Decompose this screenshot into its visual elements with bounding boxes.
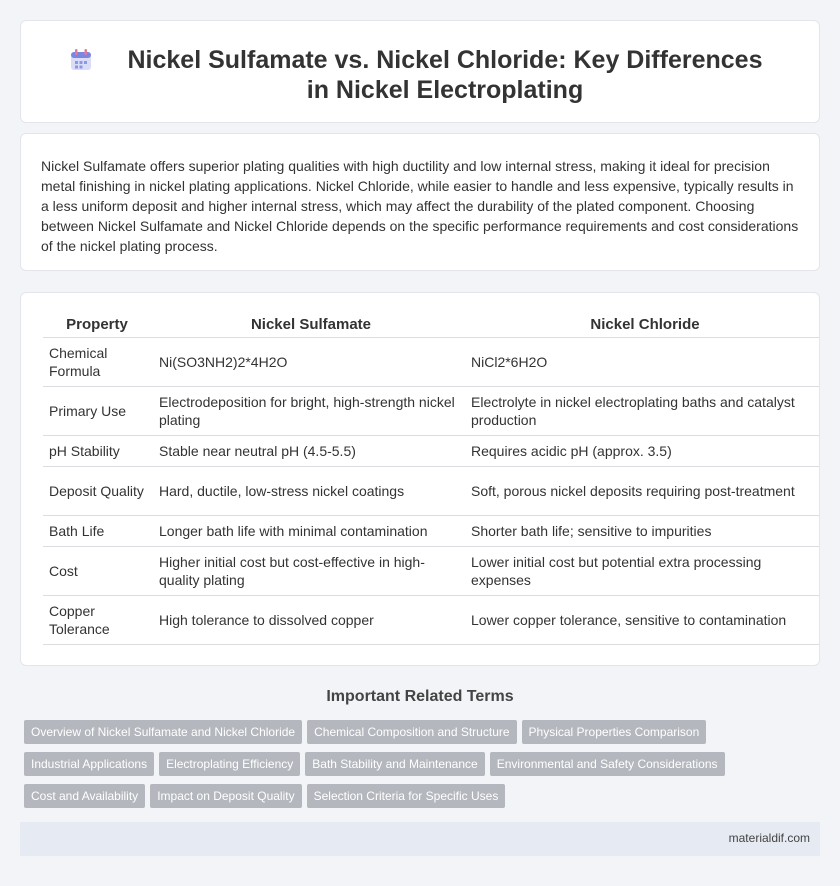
cell-chloride: Lower initial cost but potential extra processing expenses	[463, 547, 819, 596]
table-row	[43, 338, 819, 387]
table-row	[43, 516, 819, 547]
related-term-tag[interactable]: Electroplating Efficiency	[159, 752, 300, 776]
related-terms	[24, 720, 814, 816]
calendar-icon	[69, 48, 93, 72]
related-terms-title: Important Related Terms	[326, 688, 514, 705]
header-nickel-chloride: Nickel Chloride	[463, 313, 819, 338]
intro-card	[20, 133, 820, 271]
comparison-card	[20, 292, 820, 666]
table-row	[43, 547, 819, 596]
cell-chloride: Electrolyte in nickel electroplating baths and catalyst production	[463, 387, 819, 436]
related-term-tag[interactable]: Industrial Applications	[24, 752, 154, 776]
footer	[20, 822, 820, 856]
related-term-tag[interactable]: Selection Criteria for Specific Uses	[307, 784, 506, 808]
related-term-tag[interactable]: Bath Stability and Maintenance	[305, 752, 484, 776]
related-term-tag[interactable]: Cost and Availability	[24, 784, 145, 808]
cell-chloride: Requires acidic pH (approx. 3.5)	[463, 436, 819, 467]
cell-property: Cost	[43, 547, 151, 596]
cell-chloride: Lower copper tolerance, sensitive to contamination	[463, 596, 819, 645]
title-card	[20, 20, 820, 123]
footer-site-link[interactable]: materialdif.com	[728, 831, 810, 845]
cell-sulfamate: Ni(SO3NH2)2*4H2O	[151, 338, 463, 387]
cell-property: Copper Tolerance	[43, 596, 151, 645]
page-title: Nickel Sulfamate vs. Nickel Chloride: Key Differences in Nickel Electroplating	[127, 46, 763, 104]
cell-chloride: NiCl2*6H2O	[463, 338, 819, 387]
cell-property: Chemical Formula	[43, 338, 151, 387]
table-row	[43, 387, 819, 436]
cell-sulfamate: Electrodeposition for bright, high-strength nickel plating	[151, 387, 463, 436]
cell-chloride: Soft, porous nickel deposits requiring post-treatment	[463, 467, 819, 516]
cell-sulfamate: High tolerance to dissolved copper	[151, 596, 463, 645]
cell-property: Primary Use	[43, 387, 151, 436]
cell-sulfamate: Stable near neutral pH (4.5-5.5)	[151, 436, 463, 467]
tag-row	[24, 752, 814, 784]
cell-sulfamate: Hard, ductile, low-stress nickel coatings	[151, 467, 463, 516]
cell-property: Deposit Quality	[43, 467, 151, 516]
table-header-row	[43, 313, 819, 338]
cell-sulfamate: Longer bath life with minimal contamination	[151, 516, 463, 547]
related-term-tag[interactable]: Chemical Composition and Structure	[307, 720, 516, 744]
table-row	[43, 596, 819, 645]
cell-sulfamate: Higher initial cost but cost-effective in high-quality plating	[151, 547, 463, 596]
cell-property: Bath Life	[43, 516, 151, 547]
header-property: Property	[43, 313, 151, 338]
title-row	[21, 45, 819, 105]
related-term-tag[interactable]: Impact on Deposit Quality	[150, 784, 301, 808]
table-row	[43, 467, 819, 516]
tag-row	[24, 784, 814, 816]
related-term-tag[interactable]: Environmental and Safety Considerations	[490, 752, 725, 776]
header-nickel-sulfamate: Nickel Sulfamate	[151, 313, 463, 338]
tag-row	[24, 720, 814, 752]
related-term-tag[interactable]: Overview of Nickel Sulfamate and Nickel Chloride	[24, 720, 302, 744]
table-row	[43, 436, 819, 467]
comparison-table	[43, 313, 819, 645]
intro-paragraph: Nickel Sulfamate offers superior plating qualities with high ductility and low internal stress, making it ideal for precision metal finishing in nickel plating applications. Nickel Chloride, while easier to handle and less expensive, typically results in a less uniform deposit and higher internal stress, which may affect the durability of the plated component. Choosing between Nickel Sulfamate and Nickel Chloride depends on the specific performance requirements and cost considerations of the nickel plating process.	[41, 158, 799, 254]
related-term-tag[interactable]: Physical Properties Comparison	[522, 720, 707, 744]
cell-property: pH Stability	[43, 436, 151, 467]
cell-chloride: Shorter bath life; sensitive to impurities	[463, 516, 819, 547]
